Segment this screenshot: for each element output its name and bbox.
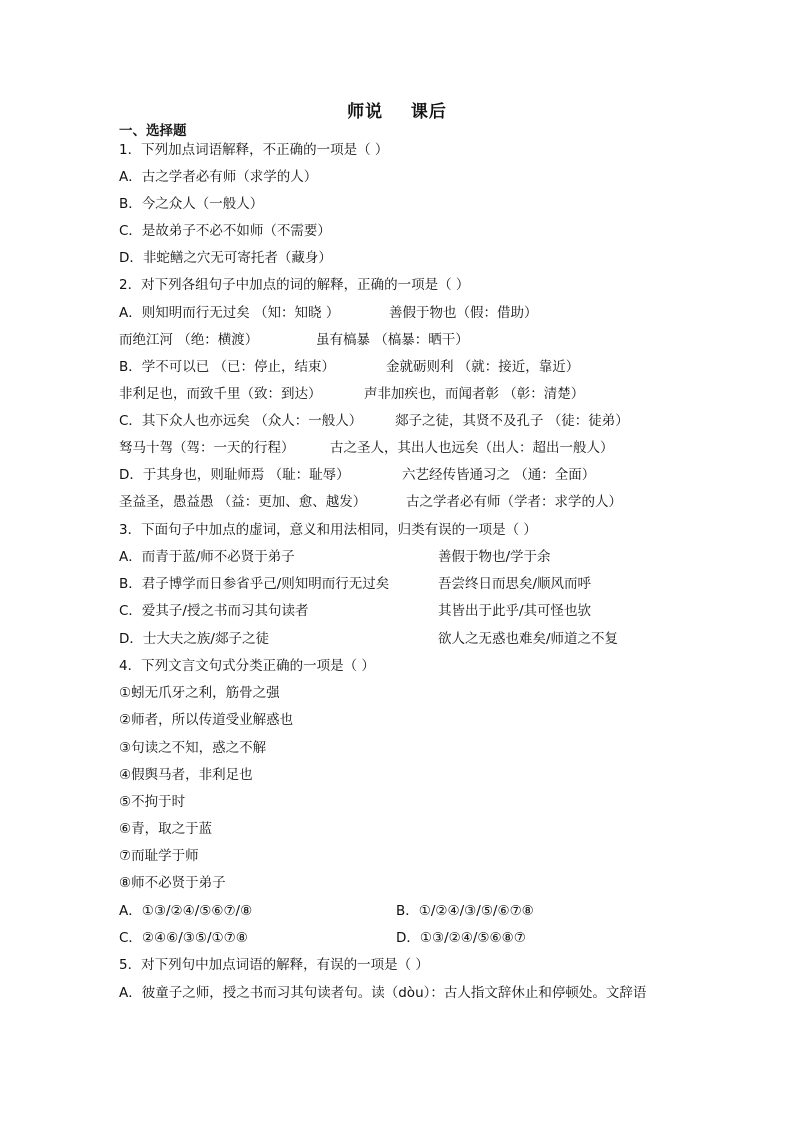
q2-option-b-part2: 金就砺则利 （就：接近，靠近） <box>386 359 580 375</box>
q4-item: ⑧师不必贤于弟子 <box>119 875 226 891</box>
q4-item: ⑦而耻学于师 <box>119 848 199 864</box>
q4-option-c: C．②④⑥/③⑤/①⑦⑧ <box>119 930 248 946</box>
q2-option-c-part3: 驽马十驾（驾：一天的行程） <box>119 440 295 456</box>
q1-stem: 1．下列加点词语解释，不正确的一项是（ ） <box>119 142 389 158</box>
q2-option-b-part3: 非利足也，而致千里（致：到达） <box>119 386 322 402</box>
q3-option-a-left: A．而青于蓝/师不必贤于弟子 <box>119 549 295 565</box>
q2-option-d-part2: 六艺经传皆通习之 （通：全面） <box>402 467 596 483</box>
q2-option-d-part4: 古之学者必有师（学者：求学的人） <box>406 494 622 510</box>
q4-option-d: D．①③/②④/⑤⑥⑧⑦ <box>396 930 526 946</box>
q2-option-b-part4: 声非加疾也，而闻者彰 （彰：清楚） <box>364 386 585 402</box>
q2-option-a-part2: 善假于物也（假：借助） <box>389 305 538 321</box>
q2-option-a-part1: A．则知明而行无过矣 （知：知晓 ） <box>119 305 340 321</box>
q4-item: ④假舆马者，非利足也 <box>119 767 253 783</box>
q2-option-d-part3: 圣益圣，愚益愚 （益：更加、愈、越发） <box>119 494 367 510</box>
q4-option-a: A．①③/②④/⑤⑥⑦/⑧ <box>119 903 253 919</box>
q4-item: ③句读之不知，惑之不解 <box>119 740 267 756</box>
q3-option-c-right: 其皆出于此乎/其可怪也欤 <box>438 603 592 619</box>
q2-option-a-part3: 而绝江河 （绝：横渡） <box>119 332 259 348</box>
q2-stem: 2．对下列各组句子中加点的词的解释，正确的一项是（ ） <box>119 277 470 293</box>
section-heading: 一、选择题 <box>119 123 187 139</box>
q4-item: ①蚓无爪牙之利，筋骨之强 <box>119 685 280 701</box>
q4-stem: 4．下列文言文句式分类正确的一项是（ ） <box>119 658 375 674</box>
q1-option-d: D．非蛇鳝之穴无可寄托者（藏身） <box>119 250 332 266</box>
q3-option-d-left: D．士大夫之族/郯子之徒 <box>119 631 269 647</box>
q2-option-a-part4: 虽有槁暴 （槁暴：晒干） <box>316 332 469 348</box>
q3-option-d-right: 欲人之无惑也难矣/师道之不复 <box>438 631 619 647</box>
q3-option-c-left: C．爱其子/授之书而习其句读者 <box>119 603 309 619</box>
q2-option-c-part1: C．其下众人也亦远矣 （众人：一般人） <box>119 413 363 429</box>
q3-option-b-left: B．君子博学而日参省乎己/则知明而行无过矣 <box>119 576 390 592</box>
q4-item: ②师者，所以传道受业解惑也 <box>119 712 294 728</box>
q1-option-b: B．今之众人（一般人） <box>119 196 264 212</box>
q3-option-b-right: 吾尝终日而思矣/顺风而呼 <box>438 576 592 592</box>
q3-stem: 3．下面句子中加点的虚词，意义和用法相同，归类有误的一项是（ ） <box>119 522 537 538</box>
q1-option-c: C．是故弟子不必不如师（不需要） <box>119 223 331 239</box>
q5-stem: 5．对下列句中加点词语的解释，有误的一项是（ ） <box>119 957 429 973</box>
q2-option-c-part2: 郯子之徒，其贤不及孔子 （徒：徒弟） <box>395 413 629 429</box>
q2-option-c-part4: 古之圣人，其出人也远矣（出人：超出一般人） <box>330 440 614 456</box>
q4-item: ⑤不拘于时 <box>119 794 186 810</box>
q4-option-b: B．①/②④/③/⑤/⑥⑦⑧ <box>396 903 534 919</box>
q2-option-b-part1: B．学不可以已 （已：停止，结束） <box>119 359 336 375</box>
q4-item: ⑥青，取之于蓝 <box>119 821 213 837</box>
q1-option-a: A．古之学者必有师（求学的人） <box>119 169 318 185</box>
q2-option-d-part1: D．于其身也，则耻师焉 （耻：耻辱） <box>119 467 350 483</box>
q5-option-a: A．彼童子之师，授之书而习其句读者句。读（dòu）：古人指文辞休止和停顿处。文辞语 <box>119 985 647 1001</box>
page-title: 师说 课后 <box>347 102 447 122</box>
q3-option-a-right: 善假于物也/学于余 <box>438 549 551 565</box>
